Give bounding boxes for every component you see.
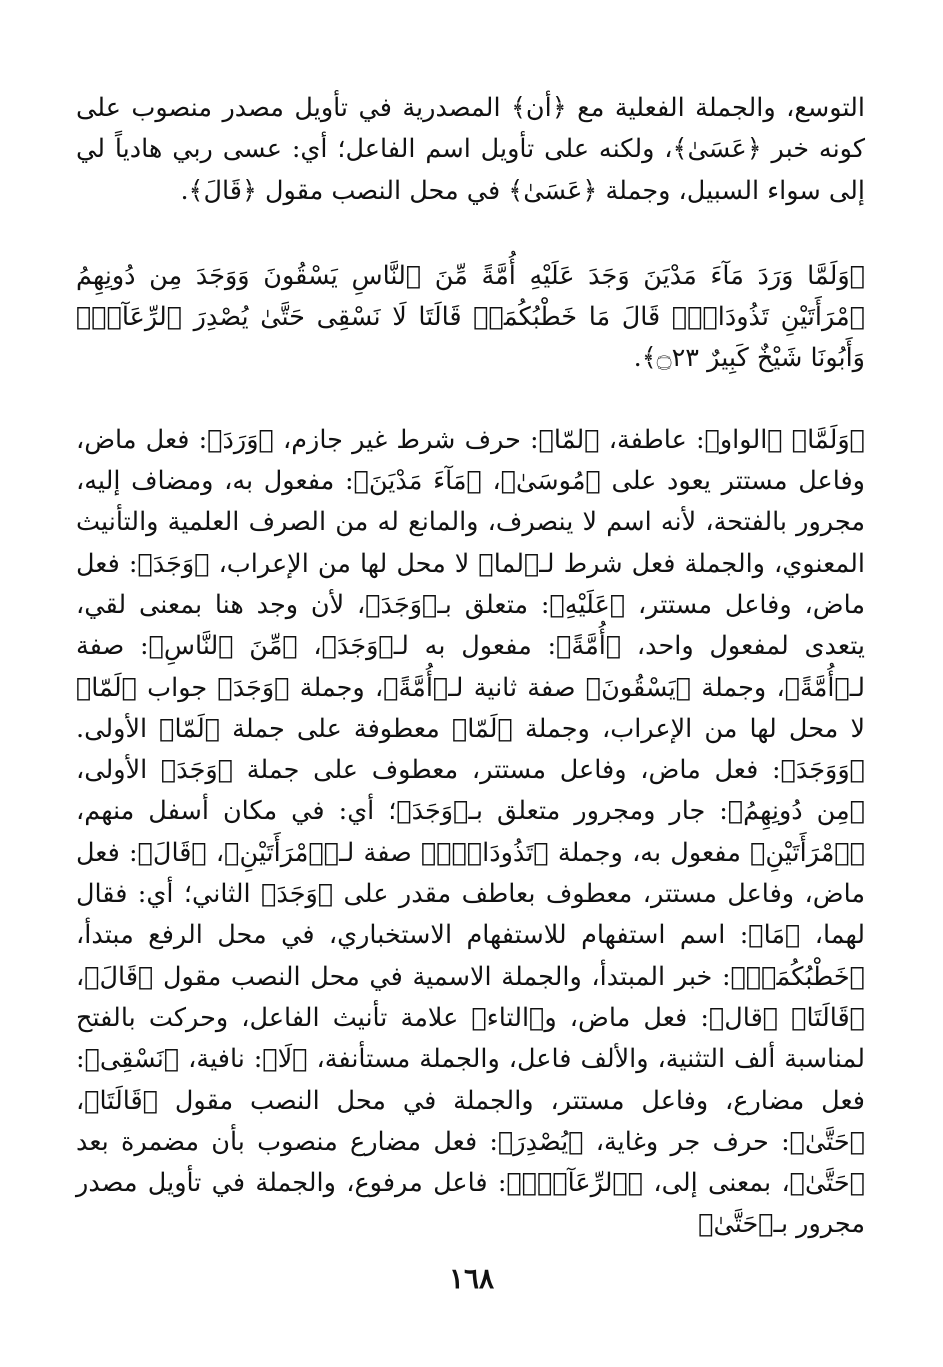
page-number: ١٦٨ (448, 1262, 495, 1295)
paragraph-grammatical-analysis: ﴿وَلَمَّا﴾ ﴿الواو﴾: عاطفة، ﴿لمّا﴾: حرف شرط غير جازم، ﴿وَرَدَ﴾: فعل ماض، وفاعل مستتر يعود على ﴿مُوسَىٰ﴾، ﴿مَآءَ مَدْيَنَ﴾: مفعول به، ومضاف إليه، مجرور بالفتحة، لأنه اسم لا ينصرف، والمانع له من الصرف العلمية والتأنيث المعنوي، والجملة فعل شرط لـ﴿لما﴾ لا محل لها من الإعراب، ﴿وَجَدَ﴾: فعل ماض، وفاعل مستتر، ﴿عَلَيْهِ﴾: متعلق بـ﴿وَجَدَ﴾، لأن وجد هنا بمعنى لقي، يتعدى لمفعول واحد، ﴿أُمَّةً﴾: مفعول به لـ﴿وَجَدَ﴾، ﴿مِّنَ ٱلنَّاسِ﴾: صفة لـ﴿أُمَّةً﴾، وجملة ﴿يَسْقُونَ﴾ صفة ثانية لـ﴿أُمَّةً﴾، وجملة ﴿وَجَدَ﴾ جواب ﴿لَمّا﴾ لا محل لها من الإعراب، وجملة ﴿لَمّا﴾ معطوفة على جملة ﴿لَمّا﴾ الأولى. ﴿وَوَجَدَ﴾: فعل ماض، وفاعل مستتر، معطوف على جملة ﴿وَجَدَ﴾ الأولى، ﴿مِن دُونِهِمُ﴾: جار ومجرور متعلق بـ﴿وَجَدَ﴾؛ أي: في مكان أسفل منهم، ﴿ٱمْرَأَتَيْنِ﴾ مفعول به، وجملة ﴿تَذُودَانِۖ﴾ صفة لـ﴿ٱمْرَأَتَيْنِ﴾، ﴿قَالَ﴾: فعل ماض، وفاعل مستتر، معطوف بعاطف مقدر على ﴿وَجَدَ﴾ الثاني؛ أي: فقال لهما، ﴿مَا﴾: اسم استفهام للاستفهام الاستخباري، في محل الرفع مبتدأ، ﴿خَطْبُكُمَاۖ﴾: خبر المبتدأ، والجملة الاسمية في محل النصب مقول ﴿قَالَ﴾، ﴿قَالَتَا﴾ ﴿قال﴾: فعل ماض، و﴿التاء﴾ علامة تأنيث الفاعل، وحركت بالفتح لمناسبة ألف التثنية، والألف فاعل، والجملة مستأنفة، ﴿لَا﴾: نافية، ﴿نَسْقِى﴾: فعل مضارع، وفاعل مستتر، والجملة في محل النصب مقول ﴿قَالَتَا﴾، ﴿حَتَّىٰ﴾: حرف جر وغاية، ﴿يُصْدِرَ﴾: فعل مضارع منصوب بأن مضمرة بعد ﴿حَتَّىٰ﴾، بمعنى إلى، ﴿ٱلرِّعَآءُۖ﴾: فاعل مرفوع، والجملة في تأويل مصدر مجرور بـ﴿حَتَّىٰ﴾ (76, 424, 865, 1240)
quran-verse: ﴿وَلَمَّا وَرَدَ مَآءَ مَدْيَنَ وَجَدَ عَلَيْهِ أُمَّةً مِّنَ ٱلنَّاسِ يَسْقُونَ وَوَجَدَ مِن دُونِهِمُ ٱمْرَأَتَيْنِ تَذُودَانِۖ قَالَ مَا خَطْبُكُمَاۖ قَالَتَا لَا نَسْقِى حَتَّىٰ يُصْدِرَ ٱلرِّعَآءُۖ وَأَبُونَا شَيْخٌ كَبِيرٌ ۝٢٣﴾. (76, 260, 865, 374)
paragraph-preceding-commentary: التوسع، والجملة الفعلية مع ﴿أن﴾ المصدرية في تأويل مصدر منصوب على كونه خبر ﴿عَسَىٰ﴾، ولكنه على تأويل اسم الفاعل؛ أي: عسى ربي هادياً لي إلى سواء السبيل، وجملة ﴿عَسَىٰ﴾ في محل النصب مقول ﴿قَالَ﴾. (76, 93, 865, 206)
